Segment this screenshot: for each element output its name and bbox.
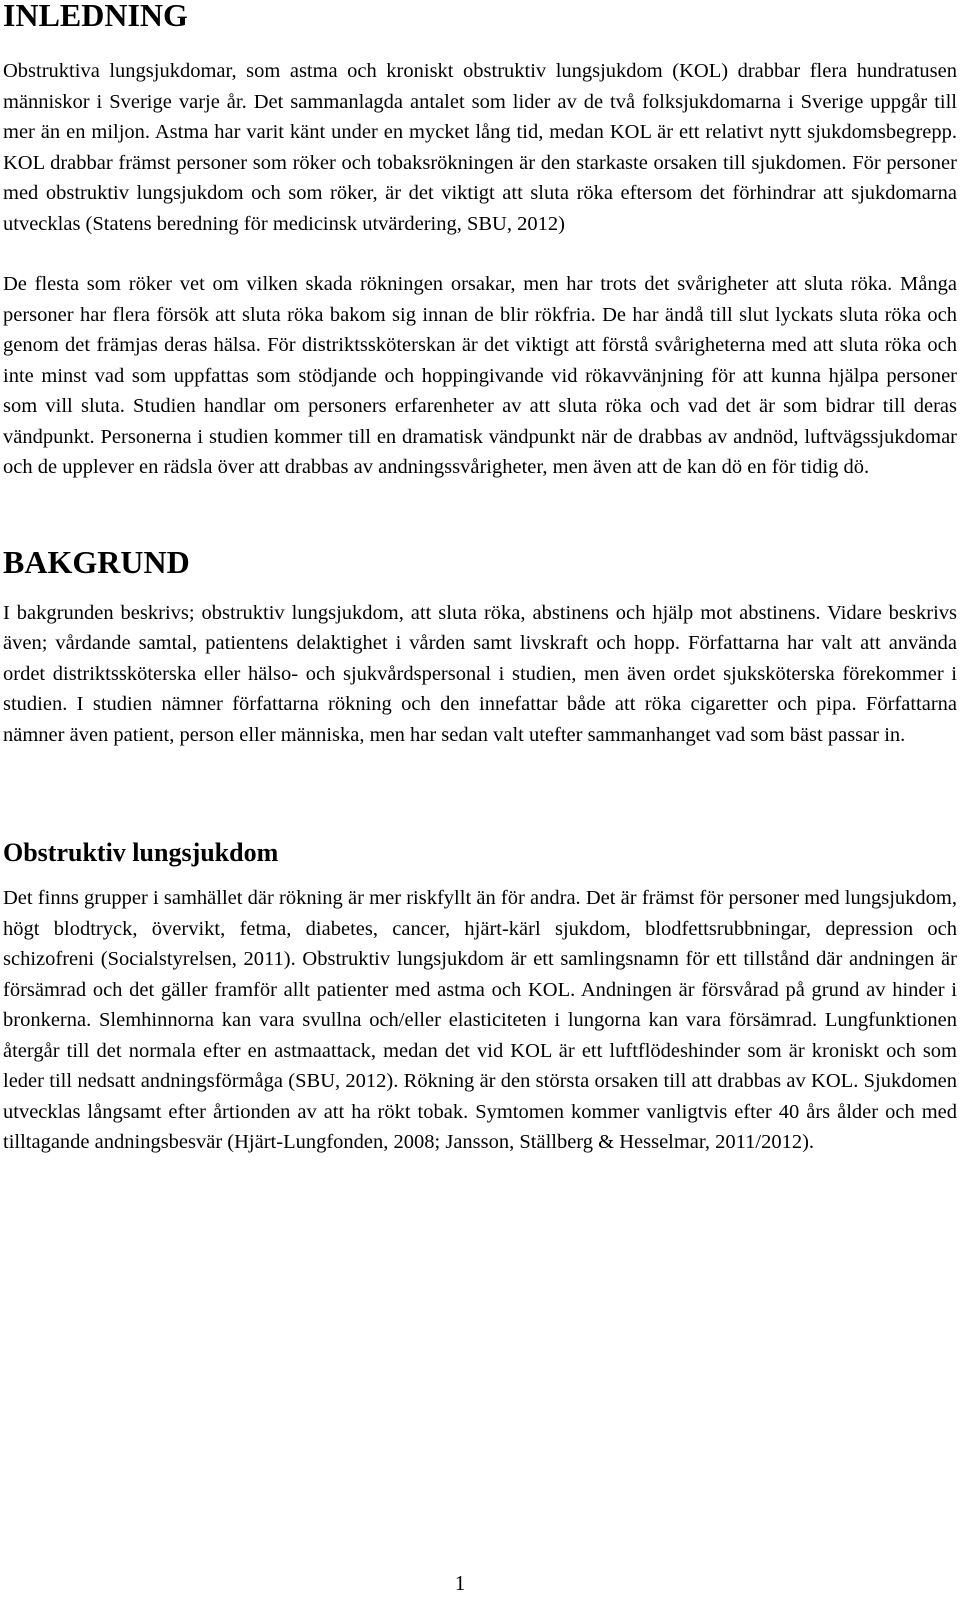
heading-obstruktiv-lungsjukdom: Obstruktiv lungsjukdom bbox=[3, 838, 279, 867]
page-number: 1 bbox=[454, 1571, 466, 1595]
paragraph-bakgrund: I bakgrunden beskrivs; obstruktiv lungsjukdom, att sluta röka, abstinens och hjälp mot abstinens. Vidare beskrivs även; vårdande samtal, patientens delaktighet i vården samt livskraft och hopp. Författarna har valt att använda ordet distriktssköterska eller hälso- och sjukvårdspersonal i studien, men även ordet sjuksköterska förekommer i studien. I studien nämner författarna rökning och den innefattar både att röka cigaretter och pipa. Författarna nämner även patient, person eller människa, men har sedan valt utefter sammanhanget vad som bäst passar in. bbox=[3, 601, 957, 746]
heading-bakgrund: BAKGRUND bbox=[3, 543, 190, 580]
paragraph-inledning-2: De flesta som röker vet om vilken skada rökningen orsakar, men har trots det svårigheter att sluta röka. Många personer har flera försök att sluta röka bakom sig innan de blir rökfria. De har ändå till slut lyckats sluta röka och genom det främjas deras hälsa. För distriktssköterskan är det viktigt att förstå svårigheterna med att sluta röka och inte minst vad som uppfattas som stödjande och hoppingivande vid rökavvänjning för att kunna hjälpa personer som vill sluta. Studien handlar om personers erfarenheter av att sluta röka och vad det är som bidrar till deras vändpunkt. Personerna i studien kommer till en dramatisk vändpunkt när de drabbas av andnöd, luftvägssjukdomar och de upplever en rädsla över att drabbas av andningssvårigheter, men även att de kan dö en för tidig dö. bbox=[3, 273, 957, 478]
paragraph-inledning-1: Obstruktiva lungsjukdomar, som astma och kroniskt obstruktiv lungsjukdom (KOL) drabbar flera hundratusen människor i Sverige varje år. Det sammanlagda antalet som lider av de två folksjukdomarna i Sverige uppgår till mer än en miljon. Astma har varit känt under en mycket lång tid, medan KOL är ett relativt nytt sjukdomsbegrepp. KOL drabbar främst personer som röker och tobaksrökningen är den starkaste orsaken till sjukdomen. För personer med obstruktiv lungsjukdom och som röker, är det viktigt att sluta röka eftersom det förhindrar att sjukdomarna utvecklas (Statens beredning för medicinsk utvärdering, SBU, 2012) bbox=[3, 60, 957, 235]
paragraph-obstruktiv-lungsjukdom: Det finns grupper i samhället där rökning är mer riskfyllt än för andra. Det är främst för personer med lungsjukdom, högt blodtryck, övervikt, fetma, diabetes, cancer, hjärt-kärl sjukdom, blodfettsrubbningar, depression och schizofreni (Socialstyrelsen, 2011). Obstruktiv lungsjukdom är ett samlingsnamn för ett tillstånd där andningen är försämrad och det gäller framför allt patienter med astma och KOL. Andningen är försvårad på grund av hinder i bronkerna. Slemhinnorna kan vara svullna och/eller elasticiteten i lungorna kan vara försämrad. Lungfunktionen återgår till det normala efter en astmaattack, medan det vid KOL är ett luftflödeshinder som är kroniskt och som leder till nedsatt andningsförmåga (SBU, 2012). Rökning är den största orsaken till att drabbas av KOL. Sjukdomen utvecklas långsamt efter årtionden av att ha rökt tobak. Symtomen kommer vanligtvis efter 40 års ålder och med tilltagande andningsbesvär (Hjärt-Lungfonden, 2008; Jansson, Ställberg & Hesselmar, 2011/2012). bbox=[3, 887, 957, 1153]
heading-inledning: INLEDNING bbox=[3, 0, 188, 33]
